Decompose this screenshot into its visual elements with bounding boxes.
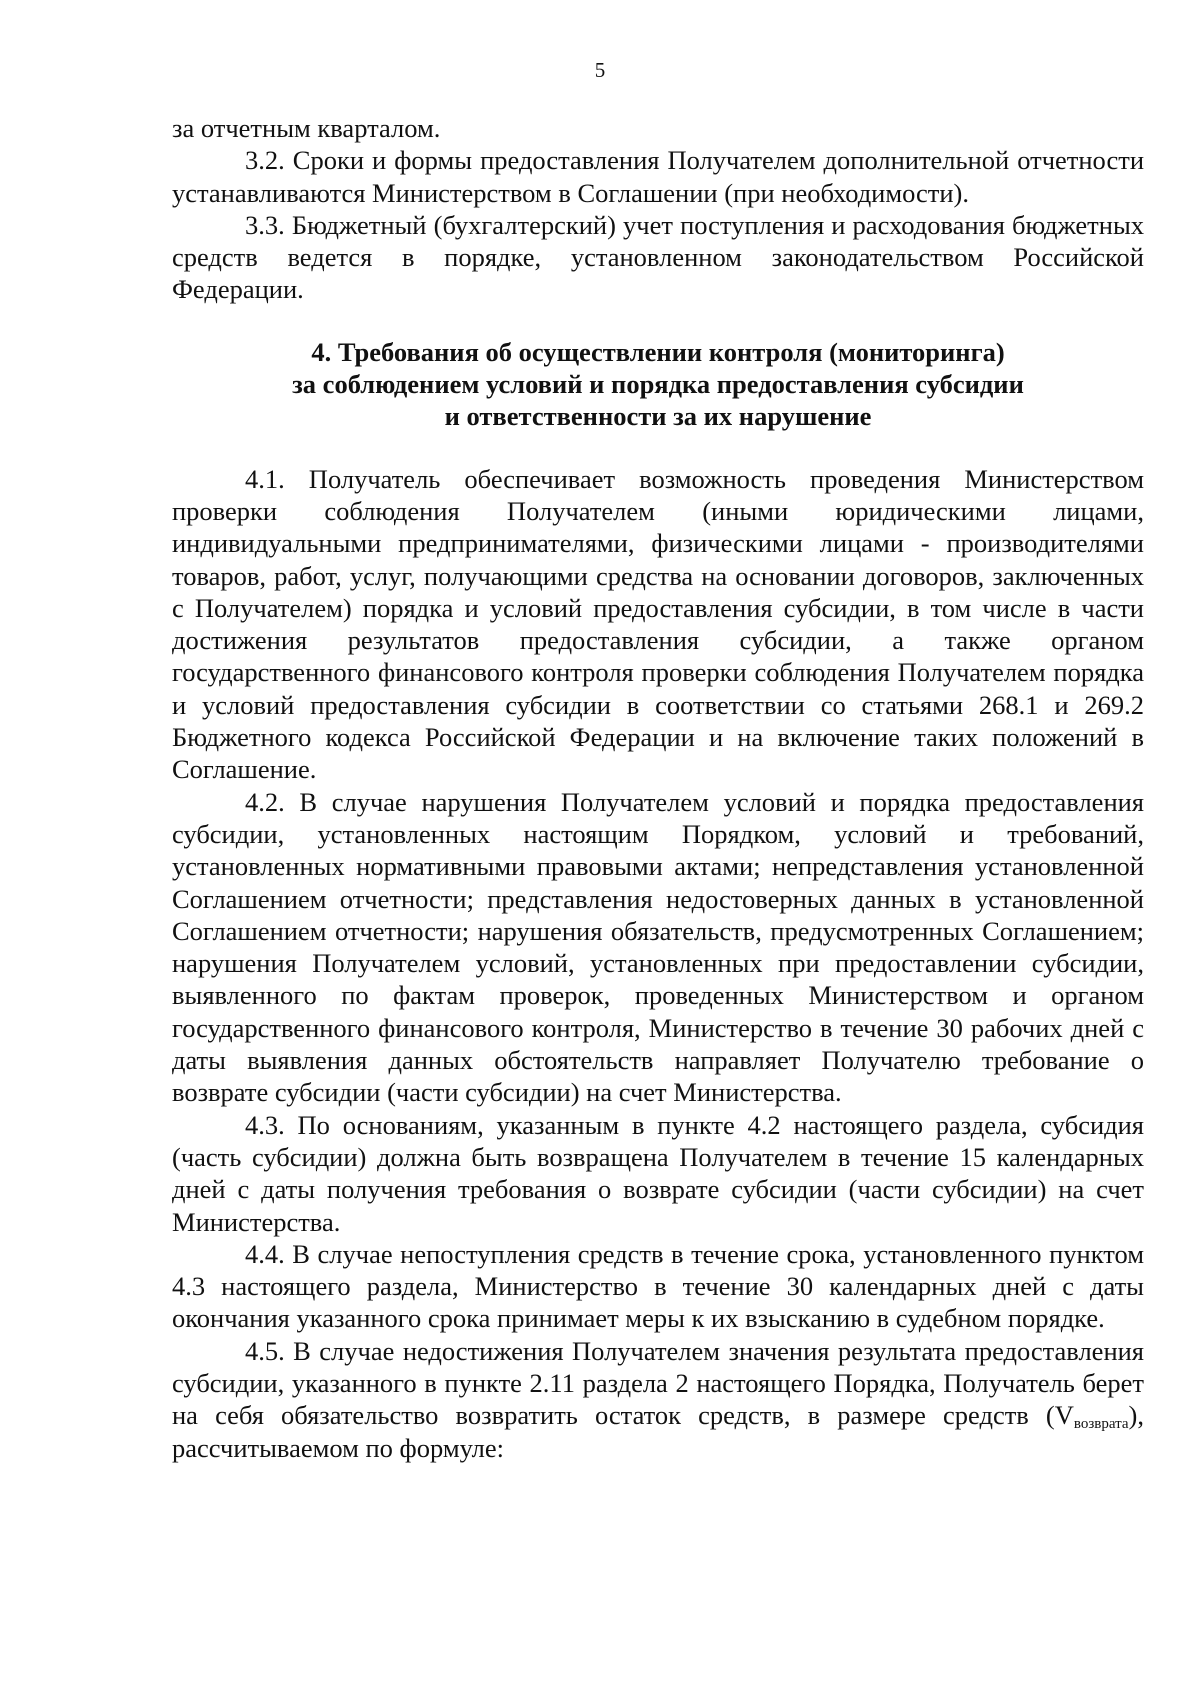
formula-subscript: возврата — [1073, 1416, 1129, 1433]
spacer — [172, 306, 1144, 336]
paragraph-continuation: за отчетным кварталом. — [172, 113, 441, 143]
paragraph-4-3: 4.3. По основаниям, указанным в пункте 4.2 настоящего раздела, субсидия (часть субсидии) должна быть возвращена Получателем в течение 15 календарных дней с даты получения требования о возврате субсидии (части субсидии) на счет Министерства. — [172, 1109, 1144, 1237]
document-body — [172, 112, 1144, 1464]
section-heading-line-1: 4. Требования об осуществлении контроля (мониторинга) — [311, 336, 1005, 367]
paragraph-4-4: 4.4. В случае непоступления средств в течение срока, установленного пунктом 4.3 настоящего раздела, Министерство в течение 30 календарных дней с даты окончания указанного срока принимает меры к их взысканию в судебном порядке. — [172, 1238, 1144, 1334]
spacer — [172, 433, 1144, 463]
page-number: 5 — [594, 58, 606, 82]
formula-symbol: V — [1054, 1400, 1074, 1431]
paragraph-4-5-text: 4.5. В случае недостижения Получателем значения результата предоставления субсидии, указанного в пункте 2.11 раздела 2 настоящего Порядка, Получатель берет на себя обязательство возвратить остаток средств, в размере средств ( — [172, 1335, 1144, 1431]
paragraph-4-2: 4.2. В случае нарушения Получателем условий и порядка предоставления субсидии, установленных настоящим Порядком, условий и требований, установленных нормативными правовыми актами; непредставления установленной Соглашением отчетности; представления недостоверных данных в установленной Соглашением отчетности; нарушения обязательств, предусмотренных Соглашением; нарушения Получателем условий, установленных при предоставлении субсидии, выявленного по фактам проверок, проведенных Министерством и органом государственного финансового контроля, Министерство в течение 30 рабочих дней с даты выявления данных обстоятельств направляет Получателю требование о возврате субсидии (части субсидии) на счет Министерства. — [172, 786, 1144, 1108]
section-heading-line-3: и ответственности за их нарушение — [444, 401, 872, 432]
paragraph-3-3: 3.3. Бюджетный (бухгалтерский) учет поступления и расходования бюджетных средств ведется в порядке, установленном законодательством Российской Федерации. — [172, 209, 1144, 305]
section-heading-line-2: за соблюдением условий и порядка предоставления субсидии — [292, 369, 1024, 400]
paragraph-4-1: 4.1. Получатель обеспечивает возможность проведения Министерством проверки соблюдения Получателем (иными юридическими лицами, индивидуальными предпринимателями, физическими лицами - производителями товаров, работ, услуг, получающими средства на основании договоров, заключенных с Получателем) порядка и условий предоставления субсидии, в том числе в части достижения результатов предоставления субсидии, а также органом государственного финансового контроля проверки соблюдения Получателем порядка и условий предоставления субсидии в соответствии со статьями 268.1 и 269.2 Бюджетного кодекса Российской Федерации и на включение таких положений в Соглашение. — [172, 463, 1144, 785]
paragraph-4-5-text-end: ), рассчитываемом по формуле: — [172, 1400, 1144, 1463]
paragraph-4-5 — [172, 1335, 1144, 1464]
paragraph-3-2: 3.2. Сроки и формы предоставления Получателем дополнительной отчетности устанавливаются Министерством в Соглашении (при необходимости). — [172, 145, 1144, 208]
